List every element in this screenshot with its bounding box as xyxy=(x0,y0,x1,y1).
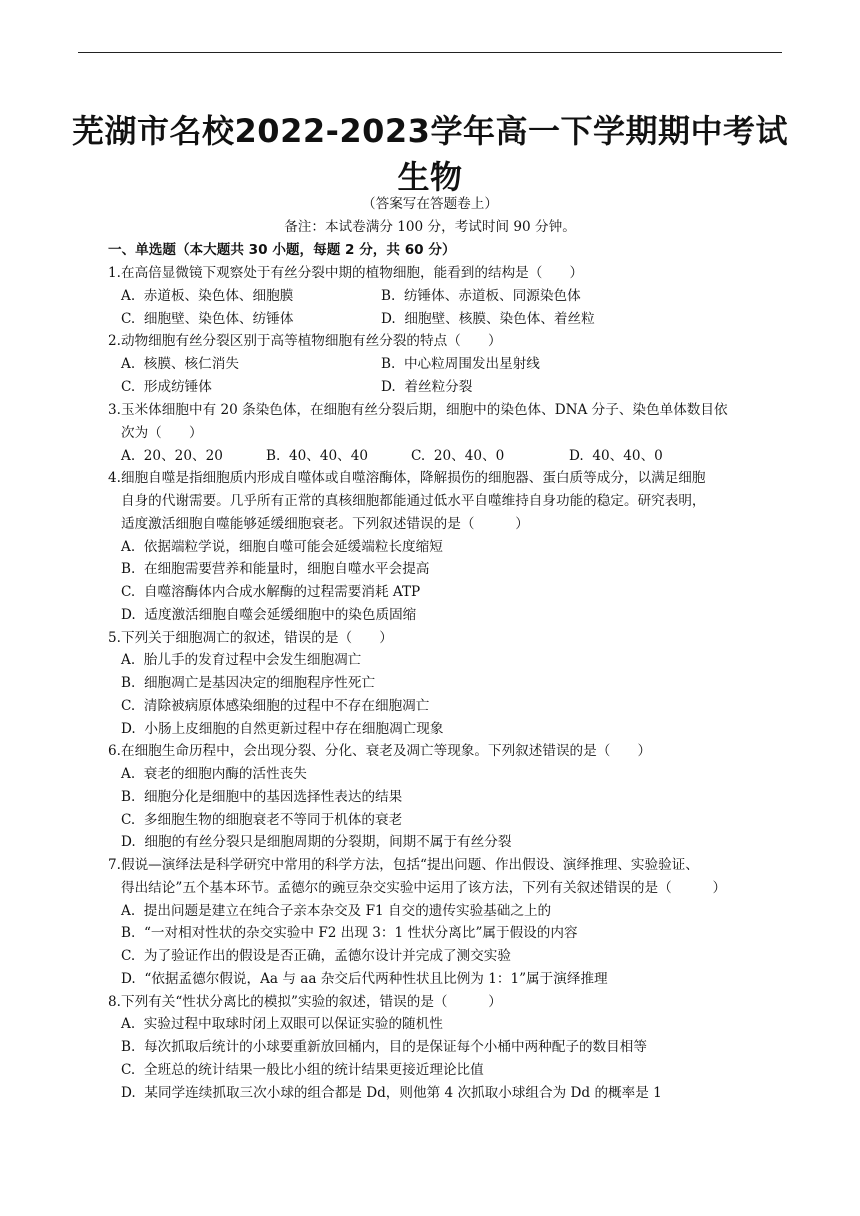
question-8-option-d: D. 某同学连续抓取三次小球的组合都是 Dd，则他第 4 次抓取小球组合为 Dd 的概率是 1 xyxy=(121,1085,662,1101)
question-3-option-c: C. 20、40、0 xyxy=(411,448,505,464)
question-4-stem: 自身的代谢需要。几乎所有正常的真核细胞都能通过低水平自噬维持自身功能的稳定。研究表明， xyxy=(121,493,706,509)
question-5-option-c: C. 清除被病原体感染细胞的过程中不存在细胞凋亡 xyxy=(121,698,430,714)
question-1-option-c: C. 细胞壁、染色体、纺锤体 xyxy=(121,311,294,327)
question-8-option-a: A. 实验过程中取球时闭上双眼可以保证实验的随机性 xyxy=(121,1016,443,1032)
question-4-option-b: B. 在细胞需要营养和能量时，细胞自噬水平会提高 xyxy=(121,561,430,577)
question-6-option-a: A. 衰老的细胞内酶的活性丧失 xyxy=(121,766,307,782)
question-3-stem: 3.玉米体细胞中有 20 条染色体，在细胞有丝分裂后期，细胞中的染色体、DNA 分子、染色单体数目依 xyxy=(108,402,728,418)
question-7-option-b: B. “一对相对性状的杂交实验中 F2 出现 3：1 性状分离比”属于假设的内容 xyxy=(121,925,578,941)
header-rule xyxy=(78,52,782,53)
question-8-option-c: C. 全班总的统计结果一般比小组的统计结果更接近理论比值 xyxy=(121,1062,484,1078)
question-4-stem: 适度激活细胞自噬能够延缓细胞衰老。下列叙述错误的是（ ） xyxy=(121,516,529,532)
question-5-option-b: B. 细胞凋亡是基因决定的细胞程序性死亡 xyxy=(121,675,376,691)
answer-instruction: （答案写在答题卷上） xyxy=(362,196,498,212)
question-7-option-a: A. 提出问题是建立在纯合子亲本杂交及 F1 自交的遗传实验基础之上的 xyxy=(121,903,552,919)
question-7-option-d: D. “依据孟德尔假说，Aa 与 aa 杂交后代两种性状且比例为 1：1”属于演绎推理 xyxy=(121,971,608,987)
question-7-stem: 得出结论”五个基本环节。孟德尔的豌豆杂交实验中运用了该方法，下列有关叙述错误的是（ ） xyxy=(121,880,727,896)
exam-title: 芜湖市名校2022-2023学年高一下学期期中考试 xyxy=(72,112,788,150)
subject-title: 生物 xyxy=(397,158,463,196)
question-2-option-a: A. 核膜、核仁消失 xyxy=(121,356,239,372)
question-5-stem: 5.下列关于细胞凋亡的叙述，错误的是（ ） xyxy=(108,630,393,646)
question-1-stem: 1.在高倍显微镜下观察处于有丝分裂中期的植物细胞，能看到的结构是（ ） xyxy=(108,265,584,281)
question-7-option-c: C. 为了验证作出的假设是否正确，孟德尔设计并完成了测交实验 xyxy=(121,948,511,964)
question-4-option-d: D. 适度激活细胞自噬会延缓细胞中的染色质固缩 xyxy=(121,607,417,623)
question-6-option-c: C. 多细胞生物的细胞衰老不等同于机体的衰老 xyxy=(121,812,403,828)
question-4-option-c: C. 自噬溶酶体内合成水解酶的过程需要消耗 ATP xyxy=(121,584,421,600)
question-6-option-d: D. 细胞的有丝分裂只是细胞周期的分裂期，间期不属于有丝分裂 xyxy=(121,834,512,850)
question-4-option-a: A. 依据端粒学说，细胞自噬可能会延缓端粒长度缩短 xyxy=(121,539,443,555)
question-4-stem: 4.细胞自噬是指细胞质内形成自噬体或自噬溶酶体，降解损伤的细胞器、蛋白质等成分，以满足细胞 xyxy=(108,470,706,486)
question-2-option-b: B. 中心粒周围发出星射线 xyxy=(381,356,540,372)
question-1-option-a: A. 赤道板、染色体、细胞膜 xyxy=(121,288,294,304)
question-5-option-d: D. 小肠上皮细胞的自然更新过程中存在细胞凋亡现象 xyxy=(121,721,444,737)
question-3-option-d: D. 40、40、0 xyxy=(569,448,663,464)
question-8-option-b: B. 每次抓取后统计的小球要重新放回桶内，目的是保证每个小桶中两种配子的数目相等 xyxy=(121,1039,647,1055)
question-7-stem: 7.假说—演绎法是科学研究中常用的科学方法，包括“提出问题、作出假设、演绎推理、实验验证、 xyxy=(108,857,699,873)
exam-note: 备注：本试卷满分 100 分，考试时间 90 分钟。 xyxy=(284,219,576,235)
question-2-option-c: C. 形成纺锤体 xyxy=(121,379,212,395)
question-2-stem: 2.动物细胞有丝分裂区别于高等植物细胞有丝分裂的特点（ ） xyxy=(108,333,502,349)
section-heading: 一、单选题（本大题共 30 小题，每题 2 分，共 60 分） xyxy=(108,242,456,258)
question-3-option-a: A. 20、20、20 xyxy=(121,448,223,464)
question-3-option-b: B. 40、40、40 xyxy=(266,448,369,464)
question-8-stem: 8.下列有关“性状分离比的模拟”实验的叙述，错误的是（ ） xyxy=(108,994,502,1010)
question-1-option-b: B. 纺锤体、赤道板、同源染色体 xyxy=(381,288,581,304)
question-1-option-d: D. 细胞壁、核膜、染色体、着丝粒 xyxy=(381,311,595,327)
question-3-stem: 次为（ ） xyxy=(121,425,203,441)
question-6-stem: 6.在细胞生命历程中，会出现分裂、分化、衰老及凋亡等现象。下列叙述错误的是（ ） xyxy=(108,743,652,759)
question-6-option-b: B. 细胞分化是细胞中的基因选择性表达的结果 xyxy=(121,789,403,805)
question-2-option-d: D. 着丝粒分裂 xyxy=(381,379,473,395)
question-5-option-a: A. 胎儿手的发育过程中会发生细胞凋亡 xyxy=(121,652,362,668)
